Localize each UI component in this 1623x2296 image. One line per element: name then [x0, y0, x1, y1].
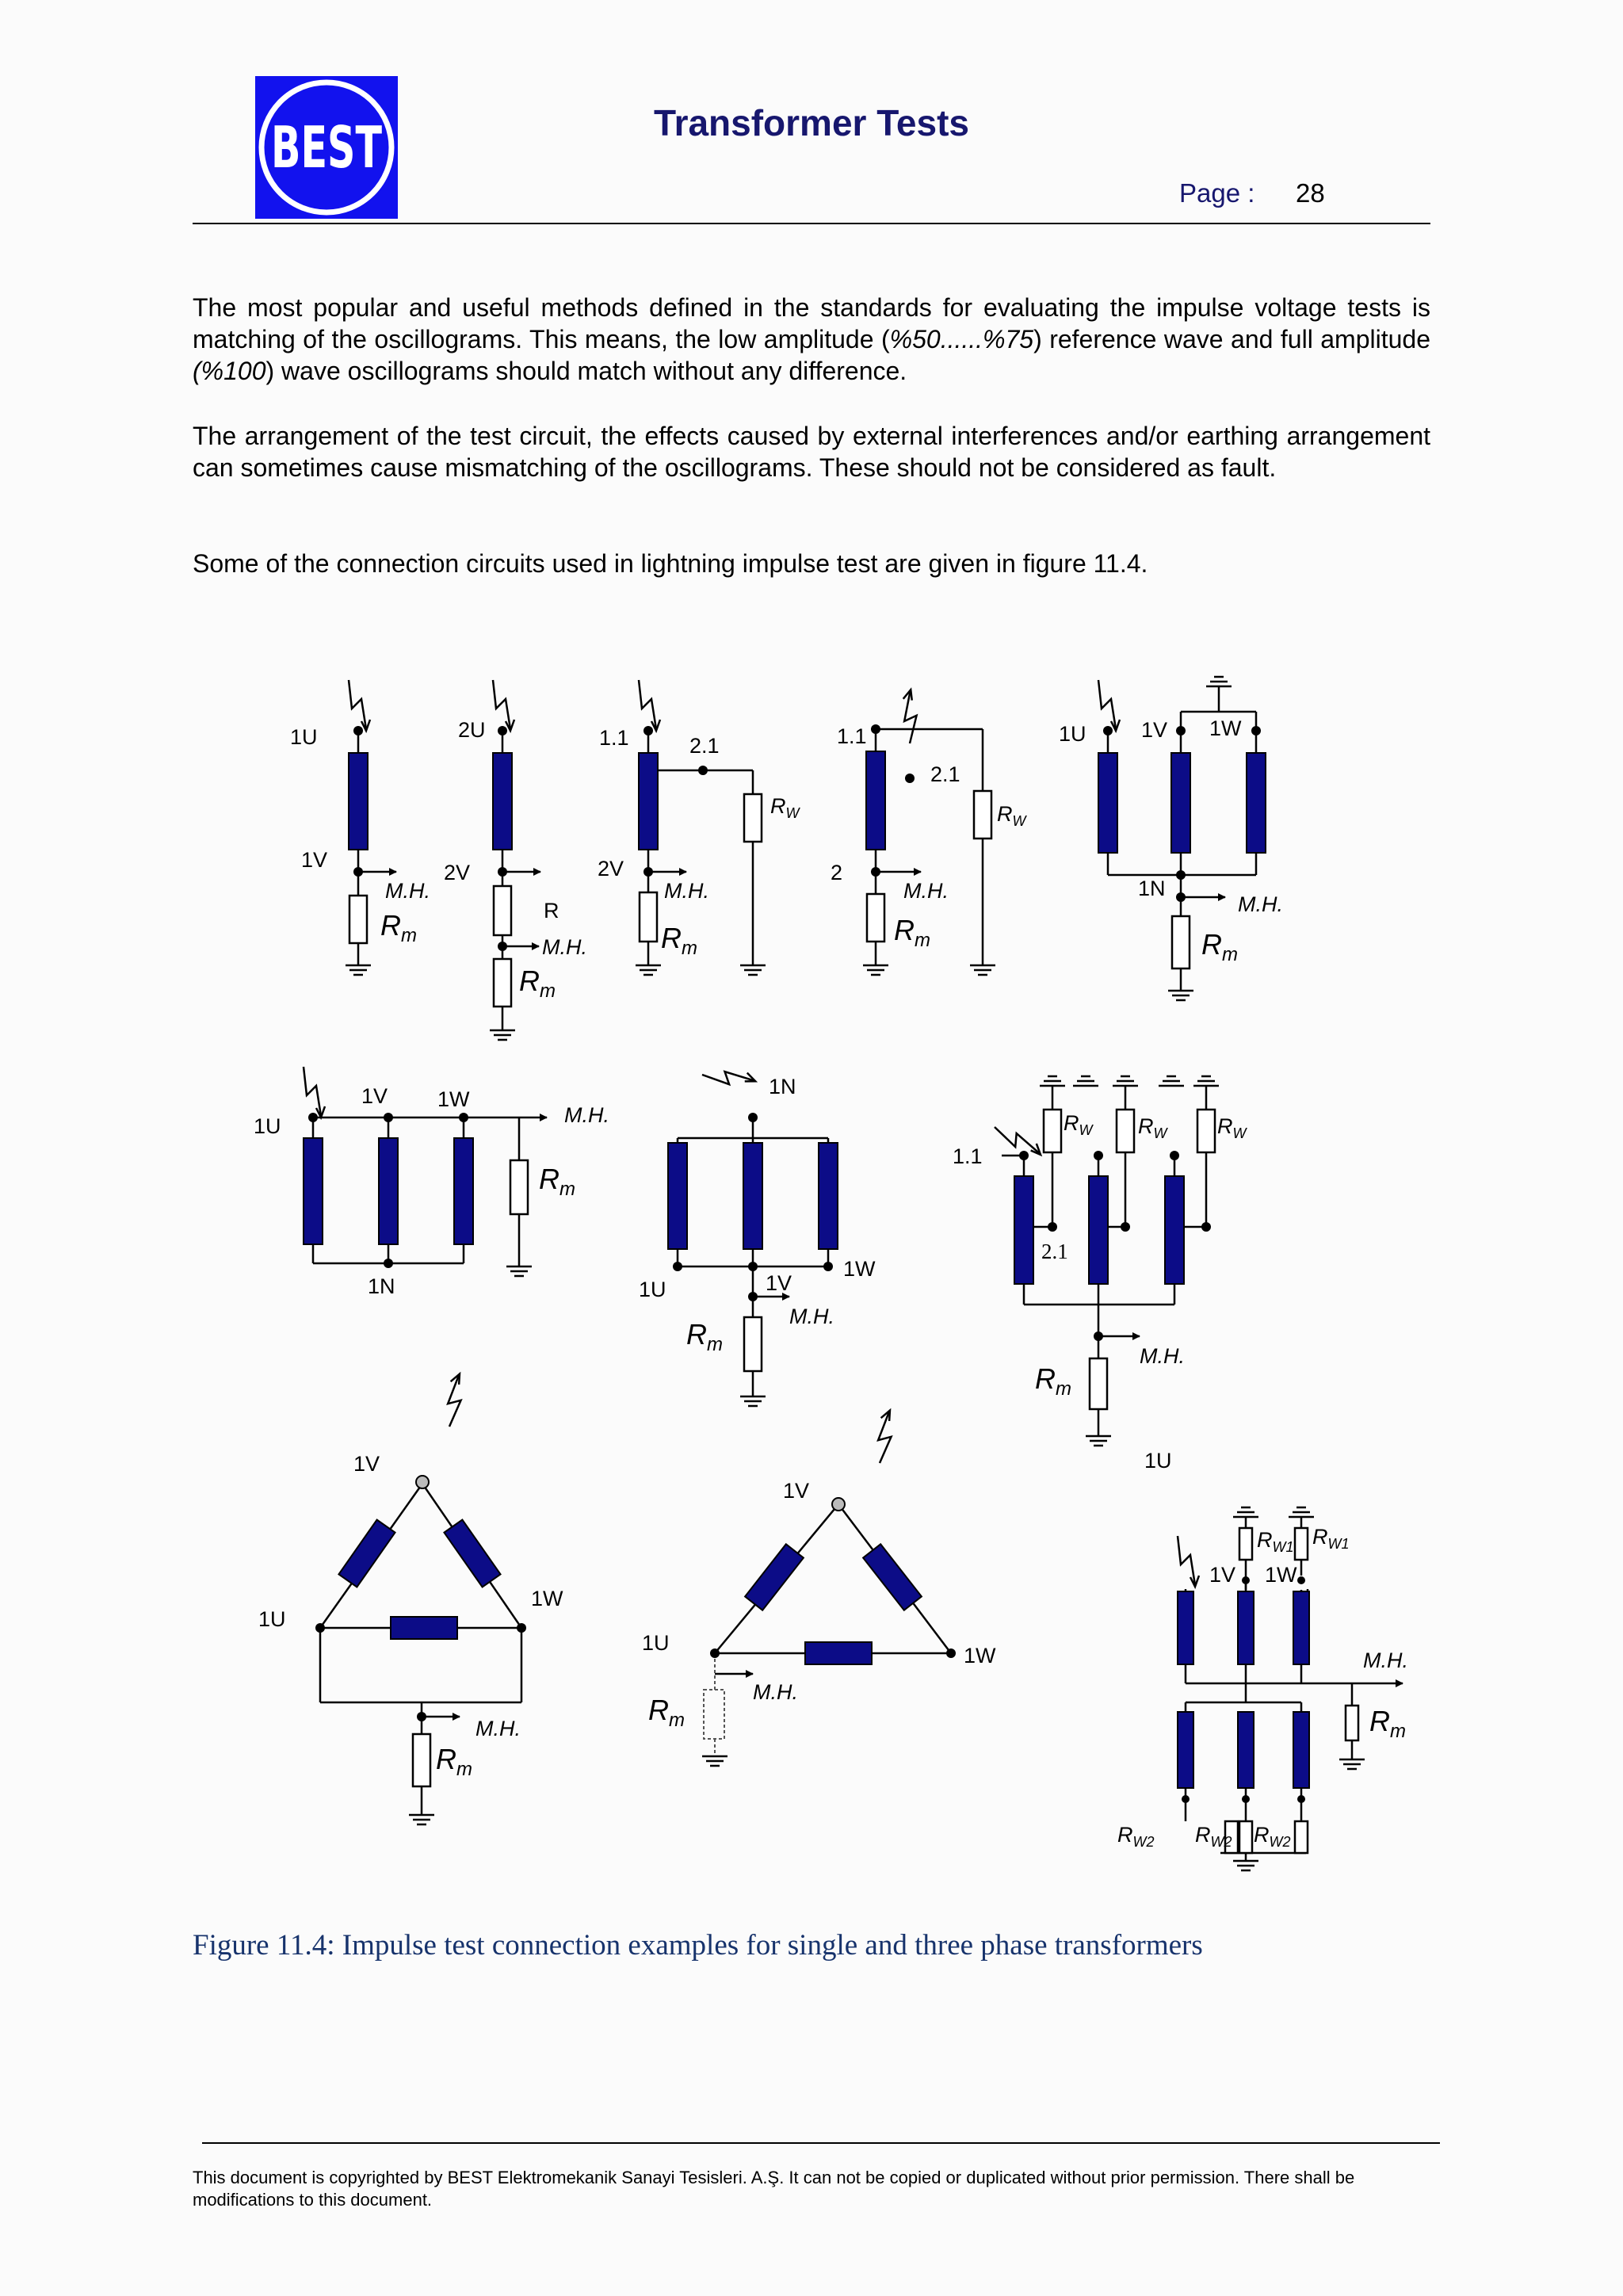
svg-text:Rm: $R_m$	[519, 965, 556, 1002]
svg-text:1V: 1V	[783, 1479, 810, 1503]
svg-text:1V: 1V	[1141, 718, 1168, 742]
paragraph-test-circuit: The arrangement of the test circuit, the effects caused by external interferences and/or earthing arrangement can sometimes cause mismatching of the oscillograms. These should not be considered as fault.	[193, 422, 1430, 482]
svg-text:1.1: 1.1	[599, 726, 629, 750]
logo-text: BEST	[271, 114, 382, 181]
copyright-footer: This document is copyrighted by BEST Elektromekanik Sanayi Tesisleri. A.Ş. It can not be copied or duplicated without prior permission. There shall be modifications to this document.	[193, 2168, 1355, 2210]
svg-text:RW2: $R_{W2}$	[1254, 1823, 1291, 1850]
svg-text:1V: 1V	[353, 1452, 380, 1476]
svg-text:M.H.: M.H.	[1140, 1344, 1185, 1368]
svg-text:RW1: $R_{W1}$	[1257, 1528, 1294, 1555]
diagram-labels	[254, 716, 1408, 1850]
svg-text:Rm: $R_m$	[539, 1163, 575, 1200]
svg-text:M.H.: M.H.	[542, 935, 587, 959]
svg-text:M.H.: M.H.	[903, 879, 949, 903]
svg-text:RW2: $R_{W2}$	[1195, 1823, 1232, 1850]
svg-text:M.H.: M.H.	[1363, 1648, 1408, 1672]
svg-text:1V: 1V	[301, 848, 328, 872]
svg-text:1.1: 1.1	[953, 1144, 983, 1168]
svg-text:2V: 2V	[444, 861, 471, 884]
svg-text:1W: 1W	[1209, 716, 1242, 740]
svg-text:1W: 1W	[1265, 1563, 1297, 1587]
svg-text:2.1: 2.1	[930, 762, 960, 786]
svg-text:RW: $R_W$	[1064, 1111, 1093, 1138]
svg-text:Rm: $R_m$	[648, 1694, 685, 1731]
svg-text:1U: 1U	[642, 1631, 670, 1655]
svg-text:1N: 1N	[769, 1075, 796, 1098]
svg-text:1.1: 1.1	[837, 724, 867, 748]
svg-text:M.H.: M.H.	[664, 879, 709, 903]
svg-text:RW1: $R_{W1}$	[1312, 1525, 1350, 1552]
page-number: 28	[1296, 178, 1325, 208]
svg-text:2V: 2V	[598, 857, 624, 881]
svg-text:R: R	[544, 899, 559, 923]
svg-text:2U: 2U	[458, 718, 486, 742]
svg-text:Rm: $R_m$	[380, 909, 417, 946]
svg-text:Rm: $R_m$	[1201, 928, 1238, 965]
svg-text:Rm: $R_m$	[1035, 1362, 1071, 1400]
svg-text:Rm: $R_m$	[436, 1743, 472, 1780]
paragraph-oscillogram-matching: The most popular and useful methods defined in the standards for evaluating the impulse voltage tests is matching of the oscillograms. This means, the low amplitude (%50......%75) reference wave and full amplitude (%100) wave oscillograms should match without any difference.	[193, 293, 1431, 385]
svg-text:1W: 1W	[531, 1587, 563, 1610]
svg-text:1W: 1W	[843, 1257, 876, 1281]
svg-text:1U: 1U	[254, 1114, 281, 1138]
svg-text:RW: $R_W$	[997, 802, 1026, 829]
svg-text:M.H.: M.H.	[564, 1103, 609, 1127]
svg-text:1V: 1V	[1209, 1563, 1236, 1587]
svg-text:1V: 1V	[361, 1084, 388, 1108]
svg-text:Rm: $R_m$	[894, 914, 930, 951]
svg-text:RW: $R_W$	[770, 794, 800, 821]
svg-text:M.H.: M.H.	[789, 1305, 834, 1328]
svg-text:1U: 1U	[258, 1607, 286, 1631]
svg-text:2.1: 2.1	[1041, 1240, 1068, 1263]
svg-text:RW2: $R_{W2}$	[1117, 1823, 1155, 1850]
document-title: Transformer Tests	[654, 102, 969, 143]
svg-text:Rm: $R_m$	[1369, 1705, 1406, 1742]
svg-text:2.1: 2.1	[689, 734, 720, 758]
svg-text:1U: 1U	[1059, 722, 1086, 746]
svg-text:1U: 1U	[290, 725, 318, 749]
svg-text:2: 2	[831, 861, 843, 884]
svg-text:1N: 1N	[368, 1274, 395, 1298]
svg-text:M.H.: M.H.	[385, 879, 430, 903]
svg-text:1U: 1U	[639, 1278, 666, 1301]
footer-divider	[202, 2142, 1440, 2144]
svg-text:M.H.: M.H.	[475, 1717, 521, 1740]
svg-text:RW: $R_W$	[1138, 1114, 1167, 1141]
page-label: Page :	[1179, 178, 1255, 208]
svg-text:1U: 1U	[1144, 1449, 1172, 1473]
svg-text:1W: 1W	[437, 1087, 470, 1111]
svg-text:1V: 1V	[766, 1271, 792, 1295]
svg-text:Rm: $R_m$	[686, 1318, 723, 1355]
dashed-resistor	[704, 1690, 724, 1739]
svg-text:RW: $R_W$	[1217, 1114, 1247, 1141]
winding-bars	[304, 751, 1309, 1788]
figure-caption: Figure 11.4: Impulse test connection examples for single and three phase transformers	[193, 1929, 1203, 1962]
svg-text:M.H.: M.H.	[753, 1680, 798, 1704]
svg-text:1W: 1W	[964, 1644, 996, 1668]
svg-text:M.H.: M.H.	[1238, 892, 1283, 916]
svg-text:1N: 1N	[1138, 877, 1166, 900]
paragraph-figure-intro: Some of the connection circuits used in lightning impulse test are given in figure 11.4.	[193, 549, 1148, 578]
svg-text:Rm: $R_m$	[661, 922, 697, 959]
